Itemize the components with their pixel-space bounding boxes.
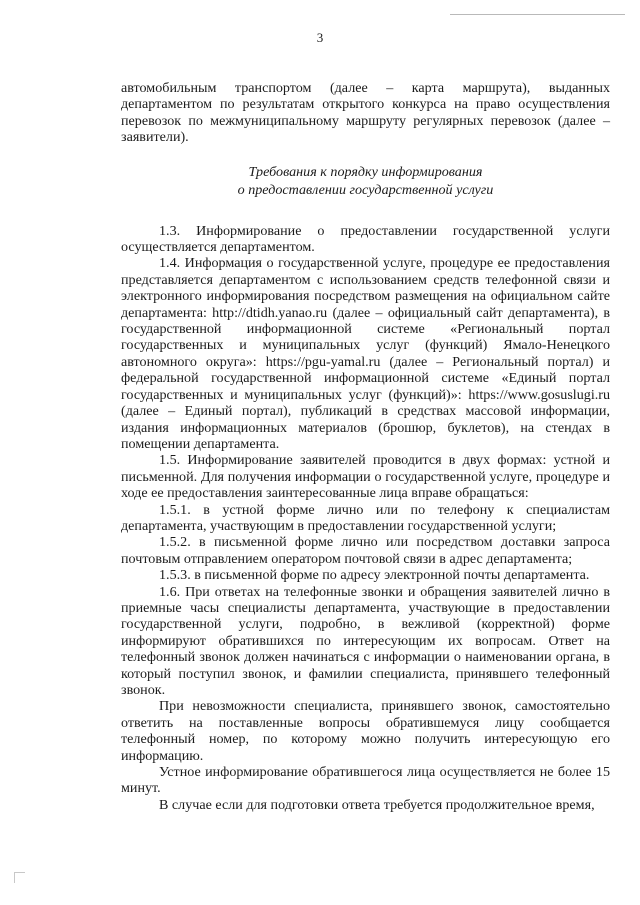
section-heading-line-1: Требования к порядку информирования	[248, 163, 483, 180]
section-heading	[121, 163, 610, 199]
paragraph-1-4: 1.4. Информация о государственной услуге, процедуре ее предоставления представляется департаментом с использованием средств телефонной связи и электронного информирования посредством размещения на официальном сайте департамента: http://dtidh.yanao.ru (далее – официальный сайт департамента), в государственной информационной системе «Региональный портал государственных и муниципальных услуг (функций) Ямало-Ненецкого автономного округа»: https://pgu-yamal.ru (далее – Региональный портал) и федеральной государственной информационной системе «Единый портал государственных и муниципальных услуг (функций)»: https://www.gosuslugi.ru (далее – Единый портал), публикаций в средствах массовой информации, издания информационных материалов (брошюр, буклетов), на стендах в помещении департамента.	[121, 255, 610, 452]
paragraph-1-5-2: 1.5.2. в письменной форме лично или посредством доставки запроса почтовым отправлением оператором почтовой связи в адрес департамента;	[121, 534, 610, 567]
paragraph-phone-forward: При невозможности специалиста, принявшего звонок, самостоятельно ответить на поставленные вопросы обратившемуся лицу сообщается телефонный номер, по которому можно получить интересующую его информацию.	[121, 698, 610, 764]
paragraph-1-6: 1.6. При ответах на телефонные звонки и обращения заявителей лично в приемные часы специалисты департамента, участвующие в предоставлении государственной услуги, подробно, в вежливой (корректной) форме информируют обратившихся по интересующим их вопросам. Ответ на телефонный звонок должен начинаться с информации о наименовании органа, в который поступил звонок, и фамилии специалиста, принявшего телефонный звонок.	[121, 583, 610, 698]
header-rule	[450, 14, 625, 15]
intro-paragraph: автомобильным транспортом (далее – карта маршрута), выданных департаментом по результатам открытого конкурса на право осуществления перевозок по межмуниципальному маршруту регулярных перевозок (далее – заявители).	[121, 80, 610, 146]
paragraph-1-5: 1.5. Информирование заявителей проводится в двух формах: устной и письменной. Для получения информации о государственной услуге, процедуре и ходе ее предоставления заинтересованные лица вправе обращаться:	[121, 452, 610, 502]
paragraph-long-answer: В случае если для подготовки ответа требуется продолжительное время,	[159, 796, 595, 813]
paragraph-oral-duration: Устное информирование обратившегося лица осуществляется не более 15 минут.	[121, 764, 610, 797]
paragraph-1-3: 1.3. Информирование о предоставлении государственной услуги осуществляется департаментом.	[121, 222, 610, 256]
paragraph-1-5-1: 1.5.1. в устной форме лично или по телефону к специалистам департамента, участвующим в предоставлении государственной услуги;	[121, 501, 610, 534]
document-body	[121, 80, 610, 813]
page-number: 3	[316, 30, 324, 45]
section-heading-line-2: о предоставлении государственной услуги	[237, 181, 494, 198]
paragraph-1-5-3: 1.5.3. в письменной форме по адресу электронной почты департамента.	[159, 567, 590, 584]
scan-corner-mark	[14, 872, 25, 883]
